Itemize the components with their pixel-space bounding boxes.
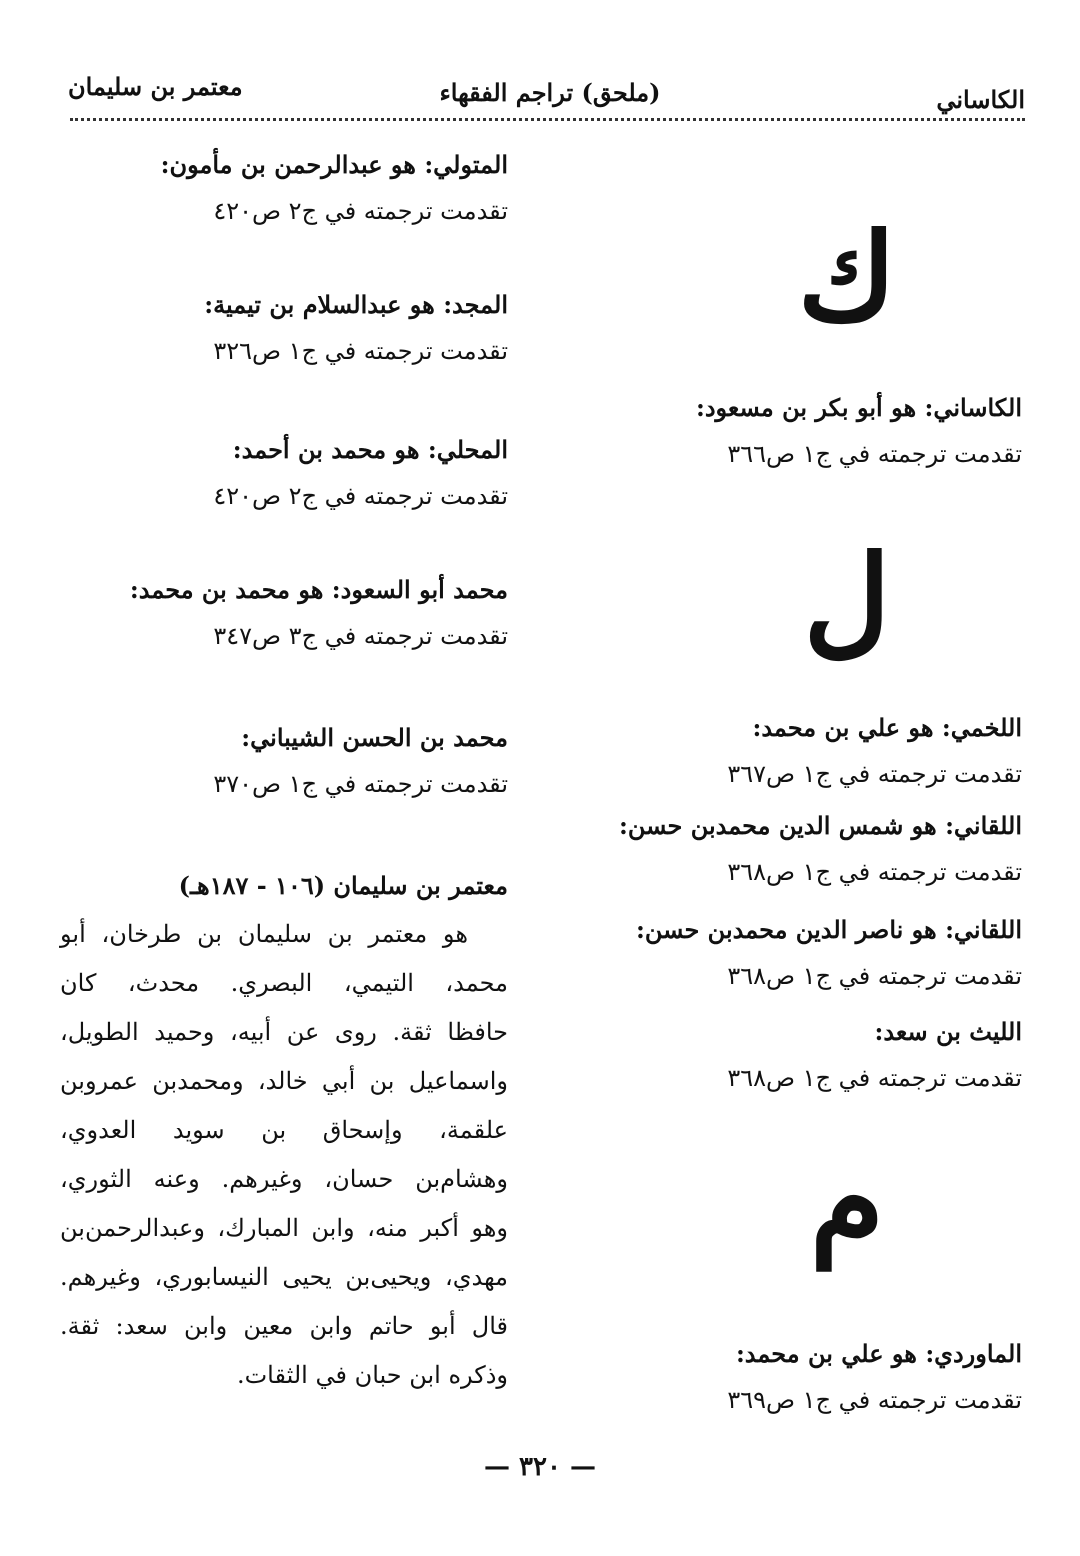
entry-head: الماوردي: هو علي بن محمد: <box>735 1339 1022 1368</box>
entry-head: محمد أبو السعود: هو محمد بن محمد: <box>129 575 508 604</box>
biography-line: علقمة، وإسحاق بن سويد العدوي، <box>60 1116 508 1144</box>
entry-head: اللقاني: هو شمس الدين محمدبن حسن: <box>618 811 1022 840</box>
entry-mawardi <box>582 1334 1022 1420</box>
entry-head: الليث بن سعد: <box>874 1017 1022 1046</box>
entry-mutamir <box>60 866 508 1400</box>
entry-ref: تقدمت ترجمته في ج١ ص٣٦٨ <box>727 962 1022 990</box>
biography-line: وذكره ابن حبان في الثقات. <box>236 1361 508 1389</box>
entry-head: المحلي: هو محمد بن أحمد: <box>232 435 508 464</box>
entry-head: المجد: هو عبدالسلام بن تيمية: <box>204 290 508 319</box>
entry-ref: تقدمت ترجمته في ج١ ص٣٦٨ <box>727 858 1022 886</box>
entry-majd <box>60 285 508 371</box>
entry-mahalli <box>60 430 508 516</box>
biography-line: واسماعيل بن أبي خالد، ومحمدبن عمروبن <box>60 1067 508 1095</box>
entry-lakhmi <box>582 708 1022 794</box>
biography-line: وهو أكبر منه، وابن المبارك، وعبدالرحمن‌بن <box>60 1214 508 1242</box>
section-letter-mim: م <box>809 1129 885 1270</box>
page-number: — ٣٢٠ — <box>483 1452 597 1482</box>
section-letter-lam: ل <box>803 529 891 670</box>
entry-ref: تقدمت ترجمته في ج٢ ص٤٢٠ <box>213 482 508 510</box>
entry-ref: تقدمت ترجمته في ج٣ ص٣٤٧ <box>213 622 508 650</box>
entry-kasani <box>582 388 1022 474</box>
header-left: معتمر بن سليمان <box>68 72 243 101</box>
section-letter-kaf: ك <box>797 207 897 348</box>
entry-laqqani-1 <box>582 806 1022 892</box>
entry-layth <box>582 1012 1022 1098</box>
biography-line: حافظا ثقة. روى عن أبيه، وحميد الطويل، <box>60 1018 508 1046</box>
biography-line: مهدي، ويحيى‌بن يحيى النيسابوري، وغيرهم. <box>60 1263 508 1291</box>
biography-line: وهشام‌بن حسان، وغيرهم. وعنه الثوري، <box>60 1165 508 1193</box>
entry-ref: تقدمت ترجمته في ج١ ص٣٢٦ <box>213 337 508 365</box>
entry-head: الكاساني: هو أبو بكر بن مسعود: <box>695 393 1022 422</box>
entry-head: المتولي: هو عبدالرحمن بن مأمون: <box>160 150 508 179</box>
entry-ref: تقدمت ترجمته في ج١ ص٣٦٨ <box>727 1064 1022 1092</box>
entry-ref: تقدمت ترجمته في ج٢ ص٤٢٠ <box>213 197 508 225</box>
entry-head: محمد بن الحسن الشيباني: <box>241 723 508 752</box>
entry-ref: تقدمت ترجمته في ج١ ص٣٦٦ <box>727 440 1022 468</box>
entry-biography <box>60 910 508 1400</box>
entry-ref: تقدمت ترجمته في ج١ ص٣٦٩ <box>727 1386 1022 1414</box>
entry-ref: تقدمت ترجمته في ج١ ص٣٦٧ <box>727 760 1022 788</box>
entry-abu-saud <box>60 570 508 656</box>
biography-line: هو معتمر بن سليمان بن طرخان، أبو <box>60 920 468 948</box>
entry-head: اللقاني: هو ناصر الدين محمدبن حسن: <box>635 915 1022 944</box>
biography-line: قال أبو حاتم وابن معين وابن سعد: ثقة. <box>60 1312 508 1340</box>
entry-ref: تقدمت ترجمته في ج١ ص٣٧٠ <box>213 770 508 798</box>
header-right: الكاساني <box>936 85 1025 114</box>
entry-laqqani-2 <box>582 910 1022 996</box>
biography-line: محمد، التيمي، البصري. محدث، كان <box>60 969 508 997</box>
right-column <box>582 0 1022 1556</box>
entry-mutawalli <box>60 145 508 231</box>
entry-head: اللخمي: هو علي بن محمد: <box>752 713 1022 742</box>
entry-shaybani <box>60 718 508 804</box>
left-column <box>60 0 508 1556</box>
header-center: (ملحق) تراجم الفقهاء <box>439 78 661 107</box>
entry-head: معتمر بن سليمان (١٠٦ - ١٨٧هـ) <box>178 871 508 900</box>
